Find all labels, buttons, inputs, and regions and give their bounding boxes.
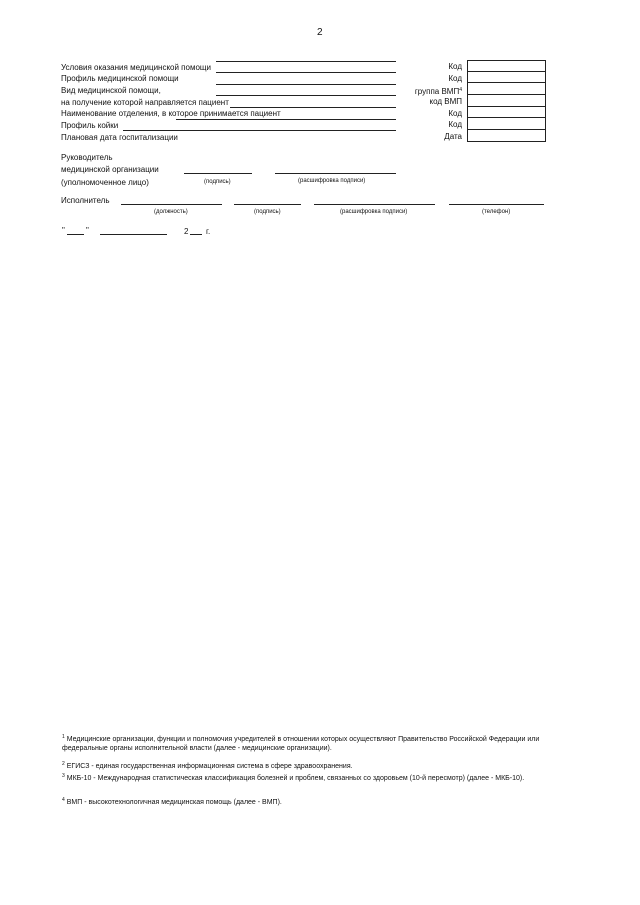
code-label: Код (448, 109, 462, 118)
decode-caption: (расшифровка подписи) (340, 209, 408, 215)
signature-line[interactable] (184, 173, 252, 174)
position-caption: (должность) (154, 209, 188, 215)
quote-open: " (62, 226, 65, 235)
year-suffix: г. (206, 227, 211, 236)
day-field[interactable] (67, 234, 84, 235)
year-prefix: 2 (184, 227, 189, 236)
sign-caption: (подпись) (254, 209, 281, 215)
footnote-item (62, 772, 562, 783)
sign-caption: (подпись) (204, 179, 231, 185)
input-underline[interactable] (216, 72, 396, 73)
code-label: Код (448, 120, 462, 129)
code-label: Код (448, 62, 462, 71)
footnote-number: 3 (62, 773, 65, 779)
code-label (415, 85, 462, 97)
footnote-text: ВМП - высокотехнологичная медицинская помощь (далее - ВМП). (66, 799, 282, 806)
code-label-text: группа ВМП (414, 87, 460, 96)
code-label: Код (448, 74, 462, 83)
year-field[interactable] (190, 234, 202, 235)
signature-line[interactable] (234, 204, 301, 205)
head-label: (уполномоченное лицо) (61, 178, 149, 187)
position-line[interactable] (121, 204, 222, 205)
footnote-text: ЕГИСЗ - единая государственная информационная система в сфере здравоохранения. (66, 763, 353, 770)
form-row-label: Условия оказания медицинской помощи (61, 63, 211, 72)
footnote-ref: 4 (459, 87, 462, 93)
footnote-item (62, 760, 562, 771)
signature-decode-line[interactable] (275, 173, 396, 174)
form-row-label: на получение которой направляется пациент (61, 98, 229, 107)
footnote-text: Медицинские организации, функции и полномочия учредителей в отношении которых осуществляют Правительство Российской Федерации или федеральные органы исполнительной власти (далее - медицинские организации). (62, 736, 540, 752)
input-underline[interactable] (216, 95, 396, 96)
input-underline[interactable] (216, 84, 396, 85)
date-label: Дата (444, 132, 462, 141)
date-box[interactable] (467, 129, 546, 142)
input-underline[interactable] (230, 107, 396, 108)
input-underline[interactable] (216, 61, 396, 62)
form-row-label: Вид медицинской помощи, (61, 86, 161, 95)
form-row-label: Наименование отделения, в которое принимается пациент (61, 109, 281, 118)
form-row-label: Профиль койки (61, 121, 119, 130)
footnote-item (62, 733, 562, 753)
phone-line[interactable] (449, 204, 544, 205)
month-field[interactable] (100, 234, 167, 235)
head-label: медицинской организации (61, 165, 159, 174)
form-row-label: Плановая дата госпитализации (61, 133, 178, 142)
input-underline[interactable] (123, 130, 396, 131)
footnote-number: 4 (62, 797, 65, 803)
input-underline[interactable] (176, 119, 396, 120)
footnote-item (62, 796, 562, 807)
head-label: Руководитель (61, 153, 113, 162)
signature-decode-line[interactable] (314, 204, 435, 205)
form-row-label: Профиль медицинской помощи (61, 74, 179, 83)
decode-caption: (расшифровка подписи) (298, 178, 366, 184)
footnote-text: МКБ-10 - Международная статистическая классификация болезней и проблем, связанных со здоровьем (10-й пересмотр) (далее - МКБ-10). (66, 775, 525, 782)
executor-label: Исполнитель (61, 196, 110, 205)
code-label: код ВМП (429, 97, 462, 106)
page-number: 2 (317, 27, 323, 38)
footnote-number: 2 (62, 761, 65, 767)
phone-caption: (телефон) (482, 209, 511, 215)
footnote-number: 1 (62, 734, 65, 740)
quote-close: " (86, 226, 89, 235)
